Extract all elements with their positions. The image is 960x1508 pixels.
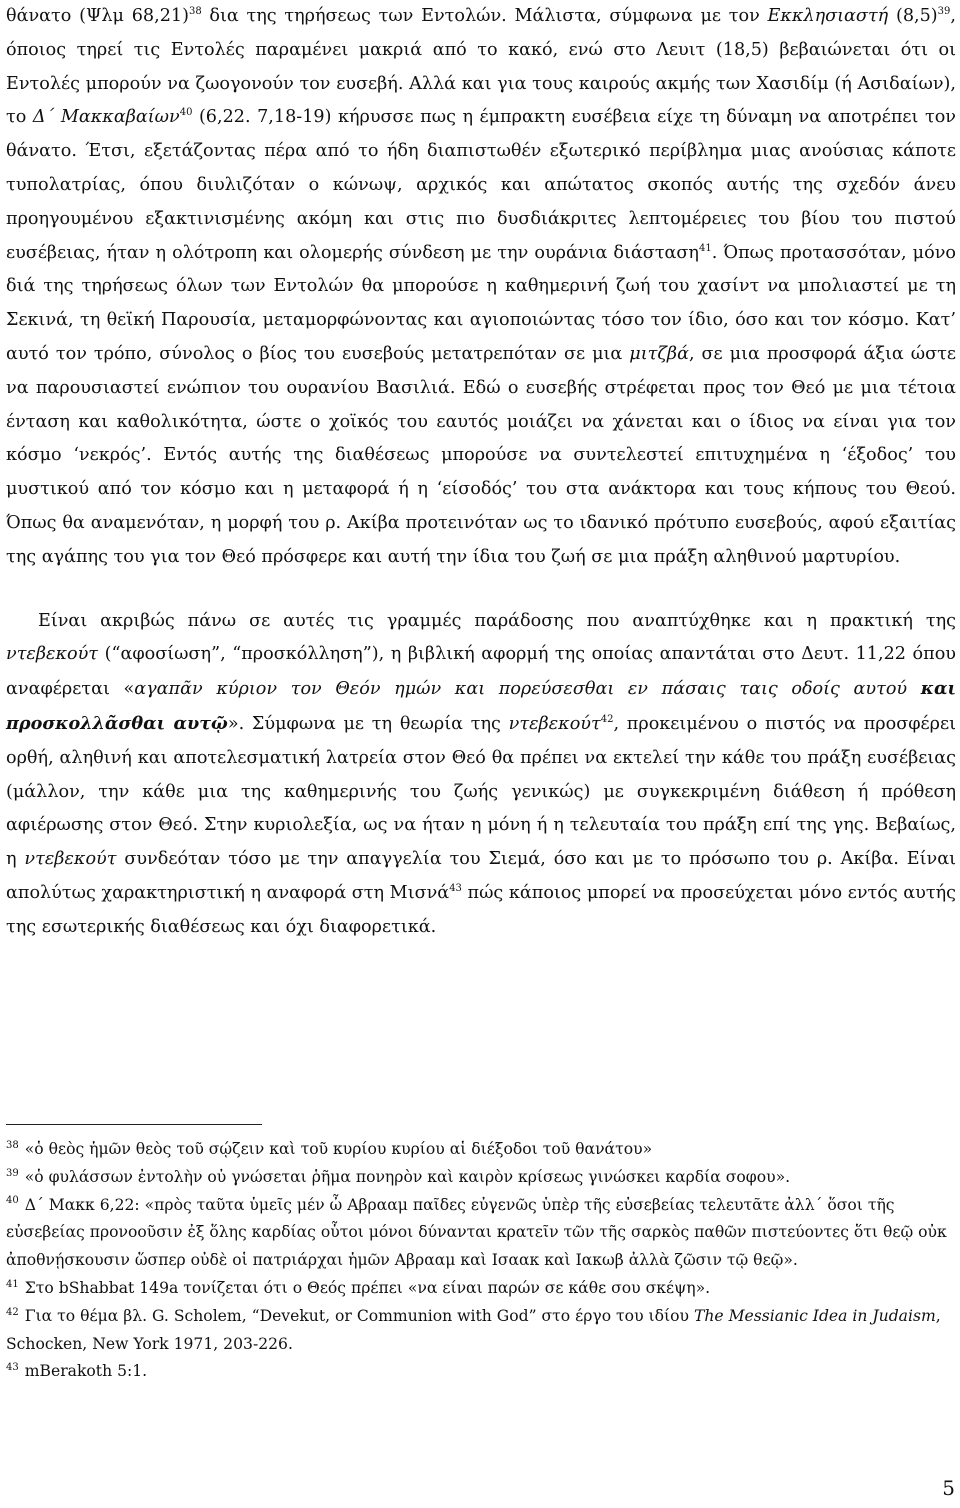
text-run: , προκειμένου ο πιστός να προσφέρει ορθή, αληθινή και αποτελεσματική λατρεία στον Θεό θα πρέπει να εκτελεί την κάθε του πράξη ευσέβειας (μάλλον, την κάθε μια της καθημερινής του ζωής γενικώς) με συγκεκριμένη διάθεση ή [6,713,956,802]
document-page [6,0,957,1381]
paragraph-1 [6,0,956,575]
text-run: πρόθεση [881,781,956,802]
italic-run: Δ΄ Μακκαβαίων [32,107,180,128]
italic-run: ντεβεκούτ [6,644,99,665]
text-run: (“αφοσίωση”, “προσκόλληση”), η βιβλική αφορμή της οποίας απαντάται στο Δευτ. 11,22 όπου αναφέρεται « [6,644,956,700]
italic-run: ντεβεκούτ [24,849,117,870]
footnote-number: 40 [6,1195,19,1207]
footnote-text: «ὁ φυλάσσων ἐντολὴν οὐ γνώσεται ῥῆμα πονηρὸν καὶ καιρὸν κρίσεως γινώσκει καρδία σοφου». [24,1167,791,1186]
footnote-text: , Schocken, New York 1971, 203-226. [6,1306,941,1353]
footnote-38 [6,1136,956,1164]
page-number: 5 [942,1476,955,1500]
footnote-43 [6,1358,956,1386]
text-run: , σε μια προσφορά άξια ώστε να παρουσιαστεί ενώπιον του ουρανίου Βασιλιά. Εδώ ο ευσεβής στρέφεται προς τον Θεό με μια τέτοια ένταση και καθολικότητα, ώστε ο χοϊκός του εαυτός μοιάζει να χάνεται και ο ίδιος να είναι για τον κόσμο ‘νεκρός’. Εντός αυτής της διαθέσεως μπορούσε να συντελεστεί επιτυχημένα η ‘έξοδος’ του μυστικού από τον κόσμο και η μεταφορά ή η ‘είσοδός’ του στα ανάκτορα και τους κήπους του Θεού. Όπως θα αναμενόταν, η μορφή του ρ. Ακίβα προτεινόταν ως το ιδανικό πρότυπο ευσεβούς, αφού εξαιτίας της αγάπης του για τον Θεό πρόσφερε και αυτή την ίδια του ζωή σε μια πράξη αληθινού μαρτυρίου. [6,343,957,567]
footnotes [6,1136,956,1386]
footnote-text: Για το θέμα βλ. G. Scholem, “Devekut, or Communion with God” στο έργο του ιδίου [24,1306,694,1325]
text-run: ». Σύμφωνα με τη θεωρία της [227,713,509,734]
text-run: μόνο [798,882,843,903]
text-run: πώς κάποιος μπορεί να προσεύχεται [461,882,799,903]
footnote-number: 43 [6,1362,19,1374]
italic-quote: αγαπᾶν κύριον τον Θεόν ημών και πορεύσεσθαι εν πάσαις ταις οδοίς αυτού [134,679,908,700]
footnote-41 [6,1275,956,1303]
text-run: , όποιος τηρεί τις Εντολές παραμένει μακριά από το κακό, ενώ στο Λευιτ (18,5) βεβαιώνεται ότι οι Εντολές μπορούν να ζωογονούν τον ευσεβή. Αλλά και για τους καιρούς ακμής των Χασιδίμ (ή Ασιδαίων), το [6,6,956,128]
footnote-text: Στο bShabbat 149a τονίζεται ότι ο Θεός πρέπει «να είναι παρών σε κάθε σου σκέψη». [24,1278,711,1297]
footnote-text: mBerakoth 5:1. [24,1362,148,1381]
italic-run: ντεβεκούτ [508,713,601,734]
footnote-ref-38[interactable]: 38 [188,6,202,18]
text-run: θάνατο (Ψλμ 68,21) [6,6,189,26]
footnote-ref-43[interactable]: 43 [449,883,462,895]
text-run: αφιέρωσης στον Θεό. Στην κυριολεξία, ως να ήταν η μόνη ή η τελευταία του πράξη επί της γης. Βεβαίως, η [6,815,956,870]
footnote-number: 38 [6,1139,19,1151]
text-run: εντός αυτής της εσωτερικής διαθέσεως και όχι διαφορετικά. [6,882,956,937]
footnote-ref-42[interactable]: 42 [600,714,614,726]
bold-italic-quote: και προσκολλᾶσθαι αυτῷ [6,678,957,734]
footnote-42 [6,1303,956,1359]
footnote-number: 42 [6,1306,19,1318]
paragraph-2 [6,605,956,945]
text-run: συνδεόταν τόσο με την απαγγελία του Σιεμά, όσο και με το πρόσωπο του ρ. Ακίβα. Είναι απολύτως χαρακτηριστική η αναφορά στη Μισνά [6,849,956,903]
footnote-ref-40[interactable]: 40 [179,107,193,119]
text-run: δια της τηρήσεως των Εντολών. Μάλιστα, σύμφωνα με τον [201,6,768,26]
text-run: (8,5) [888,6,938,26]
footnote-ref-41[interactable]: 41 [698,242,712,254]
footnote-ref-39[interactable]: 39 [937,6,951,18]
footnote-text: «ὁ θεὸς ἡμῶν θεὸς τοῦ σῴζειν καὶ τοῦ κυρίου κυρίου αἱ διέξοδοι τοῦ θανάτου» [24,1140,653,1158]
text-run: . Όπως προτασσόταν, μόνο διά της τηρήσεως όλων των Εντολών θα μπορούσε η καθημερινή ζωή του χασίντ να μπολιαστεί με τη Σεκινά, τη θεϊκή Παρουσία, μεταμορφώνοντας και αγιοποιώντας τόσο τον ίδιο, όσο και τον κόσμο. Κατ’ αυτό τον τρόπο, σύνολος ο βίος του ευσεβούς μετατρεπόταν σε μια [6,242,956,364]
footnote-separator [6,1124,262,1125]
footnote-number: 41 [6,1278,19,1290]
footnote-number: 39 [6,1167,19,1179]
text-run [907,679,921,699]
text-run: Είναι ακριβώς πάνω σε αυτές τις γραμμές παράδοσης που αναπτύχθηκε και η πρακτική της [38,610,956,631]
footnote-40 [6,1192,956,1275]
book-title: The Messianic Idea in Judaism [693,1306,936,1325]
italic-run: μιτζβά [629,343,689,364]
text-run: (6,22. 7,18-19) κήρυσσε πως η έμπρακτη ευσέβεια είχε τη δύναμη να αποτρέπει τον θάνατο. Έτσι, εξετάζοντας πέρα από το ήδη διαπιστωθέν εξωτερικό περίβλημα μιας ανούσιας κάποτε τυπολατρίας, όπου διυλιζόταν ο κώνωψ, αρχικός και απώτατος σκοπός αυτής της σχεδόν άνευ προηγουμένου εξακτινισμένης ακόμη και στις πιο δυσδιάκριτες λεπτομέρειες του βίου του πιστού ευσέβειας, ήταν η ολότροπη και ολομερής σύνδεση με την ουράνια διάσταση [6,107,956,263]
footnote-39 [6,1164,956,1192]
footnote-text: Δ΄ Μακκ 6,22: «πρὸς ταῦτα ὑμεῖς μέν ὦ Αβρααμ παῖδες εὐγενῶς ὑπὲρ τῆς εὐσεβείας τελευτᾶτε ἀλλ΄ ὅσοι τῆς εὐσεβείας προνοοῦσιν ἐξ ὅλης καρδίας οὗτοι μόνοι δύνανται κρατεῖν τῶν τῆς σαρκὸς παθῶν πιστεύοντες ὅτι θεῷ οὐκ ἀποθνῄσκουσιν ὥσπερ οὐδὲ οἱ πατριάρχαι ἡμῶν Αβρααμ καὶ Ισαακ καὶ Ιακωβ ἀλλὰ ζῶσιν τῷ θεῷ». [6,1195,947,1270]
italic-run: Εκκλησιαστή [767,6,889,26]
